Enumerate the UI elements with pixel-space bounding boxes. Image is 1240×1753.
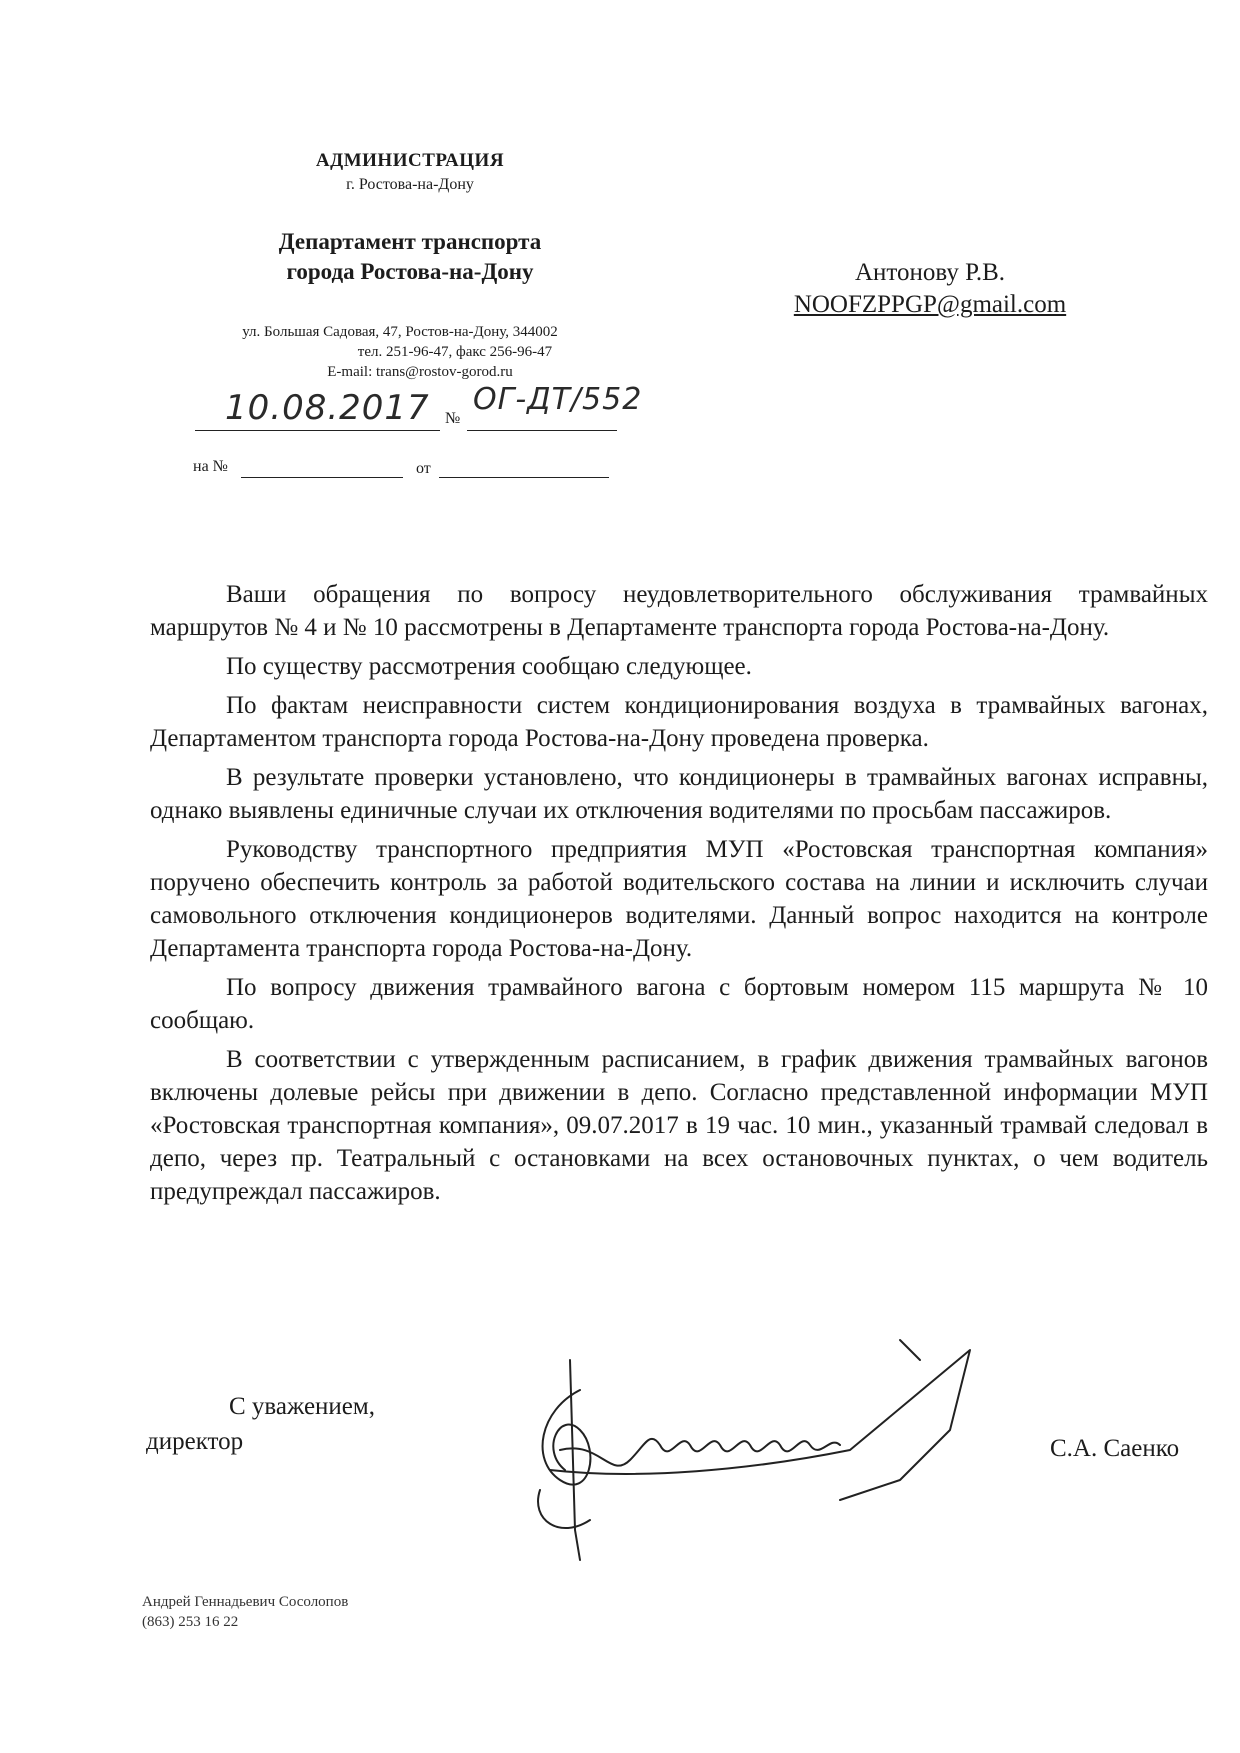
paragraph-7: В соответствии с утвержденным расписанием, в график движения трамвайных вагонов включены долевые рейсы при движении в депо. Согласно представленной информации МУП «Ростовская транспортная компания», 09.07.2017 в 19 час. 10 мин., указанный трамвай следовал в депо, через пр. Театральный с остановками на всех остановочных пунктах, о чем водитель предупреждал пассажиров.: [150, 1046, 1208, 1205]
letterhead-city: г. Ростова-на-Дону: [346, 176, 474, 193]
reply-number-label: на №: [193, 458, 228, 475]
dept-line-2: города Ростова-на-Дону: [286, 259, 534, 284]
recipient-email: NOOFZPPGP@gmail.com: [793, 291, 1067, 318]
signature-image: [520, 1330, 990, 1570]
number-underline: [467, 430, 617, 431]
reply-date-label: от: [416, 460, 431, 477]
reply-date-underline: [439, 477, 609, 478]
paragraph-6: По вопросу движения трамвайного вагона с бортовым номером 115 маршрута № 10 сообщаю.: [150, 974, 1208, 1034]
registration-number-label: №: [445, 410, 461, 427]
dept-line-1: Департамент транспорта: [278, 229, 542, 254]
letter-body: [150, 578, 1208, 1208]
executor-name: Андрей Геннадьевич Сосолопов: [142, 1594, 349, 1610]
letterhead-admin: АДМИНИСТРАЦИЯ: [315, 150, 505, 171]
registration-date: 10.08.2017: [225, 388, 430, 428]
executor-phone: (863) 253 16 22: [142, 1614, 239, 1630]
closing-regards: С уважением,: [229, 1393, 375, 1420]
date-underline: [195, 430, 440, 431]
paragraph-5: Руководству транспортного предприятия МУП «Ростовская транспортная компания» поручено обеспечить контроль за работой водительского состава на линии и исключить случаи самовольного отключения кондиционеров водителями. Данный вопрос находится на контроле Департамента транспорта города Ростова-на-Дону.: [150, 836, 1208, 962]
registration-line: [195, 382, 675, 436]
phone: тел. 251-96-47, факс 256-96-47: [357, 344, 553, 360]
reply-line: [193, 458, 623, 484]
registration-number: ОГ-ДТ/552: [473, 382, 643, 417]
letterhead-contacts: [170, 322, 630, 382]
recipient: [760, 257, 1100, 321]
email: E-mail: trans@rostov-gorod.ru: [327, 364, 513, 380]
paragraph-1: Ваши обращения по вопросу неудовлетворительного обслуживания трамвайных маршрутов № 4 и № 10 рассмотрены в Департаменте транспорта города Ростова-на-Дону.: [150, 581, 1208, 641]
paragraph-4: В результате проверки установлено, что кондиционеры в трамвайных вагонах исправны, однако выявлены единичные случаи их отключения водителями по просьбам пассажиров.: [150, 764, 1208, 824]
recipient-name: Антонову Р.В.: [854, 259, 1006, 286]
paragraph-2: По существу рассмотрения сообщаю следующее.: [226, 653, 752, 680]
address: ул. Большая Садовая, 47, Ростов-на-Дону, 344002: [242, 324, 558, 340]
letterhead-department: [220, 227, 600, 287]
reply-number-underline: [241, 477, 403, 478]
signatory-name: С.А. Саенко: [1050, 1435, 1180, 1462]
executor: [142, 1592, 348, 1632]
paragraph-3: По фактам неисправности систем кондиционирования воздуха в трамвайных вагонах, Департаментом транспорта города Ростова-на-Дону проведена проверка.: [150, 692, 1208, 752]
closing-position: директор: [146, 1428, 244, 1455]
